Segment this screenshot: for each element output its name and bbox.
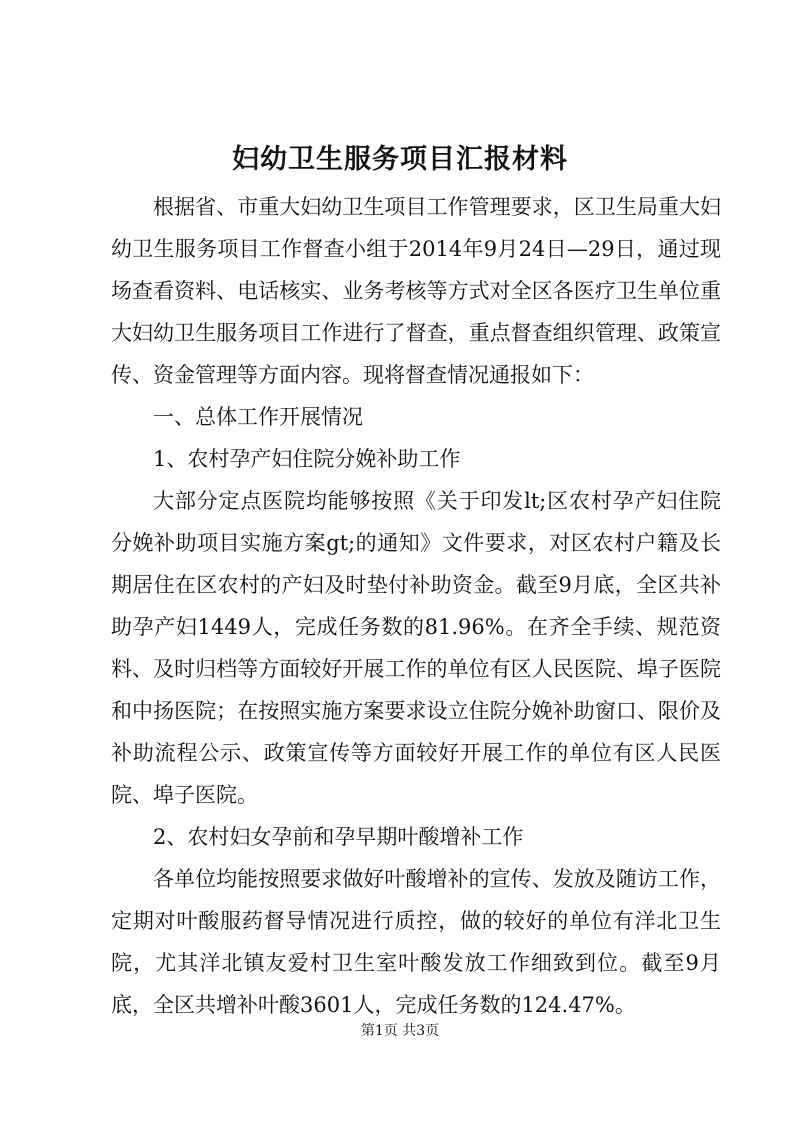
delivery-subsidy-paragraph: 大部分定点医院均能够按照《关于印发lt;区农村孕产妇住院分娩补助项目实施方案gt;的通知》文件要求，对区农村户籍及长期居住在区农村的产妇及时垫付补助资金。截至9月底，全区共补助孕产妇1449人，完成任务数的81.96%。在齐全手续、规范资料、及时归档等方面较好开展工作的单位有区人民医院、埠子医院和中扬医院；在按照实施方案要求设立住院分娩补助窗口、限价及补助流程公示、政策宣传等方面较好开展工作的单位有区人民医院、埠子医院。 — [111, 489, 721, 807]
folic-acid-paragraph: 各单位均能按照要求做好叶酸增补的宣传、发放及随访工作，定期对叶酸服药督导情况进行质控，做的较好的单位有洋北卫生院，尤其洋北镇友爱村卫生室叶酸发放工作细致到位。截至9月底，全区共增补叶酸3601人，完成任务数的124.47%。 — [111, 867, 721, 1017]
section-heading-overall: 一、总体工作开展情况 — [153, 405, 363, 429]
document-body — [111, 186, 721, 1026]
subheading-delivery-subsidy: 1、农村孕产妇住院分娩补助工作 — [153, 447, 461, 471]
subheading-folic-acid: 2、农村妇女孕前和孕早期叶酸增补工作 — [153, 825, 524, 849]
document-title: 妇幼卫生服务项目汇报材料 — [232, 144, 568, 175]
page-number-footer: 第1页 共3页 — [360, 1023, 440, 1039]
intro-paragraph: 根据省、市重大妇幼卫生项目工作管理要求，区卫生局重大妇幼卫生服务项目工作督查小组于2014年9月24日—29日，通过现场查看资料、电话核实、业务考核等方式对全区各医疗卫生单位重大妇幼卫生服务项目工作进行了督查，重点督查组织管理、政策宣传、资金管理等方面内容。现将督查情况通报如下： — [111, 195, 721, 387]
